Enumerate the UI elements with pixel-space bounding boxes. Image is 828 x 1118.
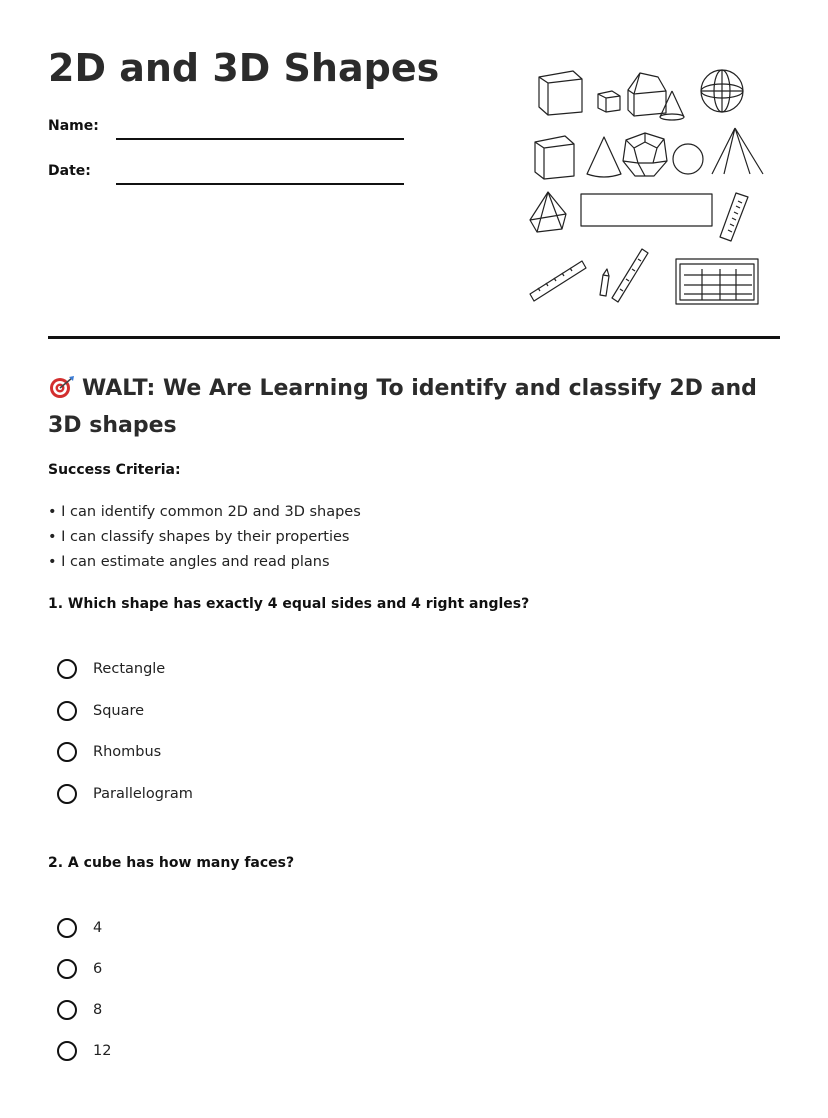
option-label: 6 xyxy=(93,961,103,977)
q2-option-8[interactable] xyxy=(57,997,102,1023)
option-label: 12 xyxy=(93,1043,112,1059)
question-1-prompt: 1. Which shape has exactly 4 equal sides and 4 right angles? xyxy=(48,596,530,612)
pencil-icon xyxy=(600,269,609,296)
pyramid-shape xyxy=(530,192,566,232)
cone-shape-2 xyxy=(712,128,763,174)
success-criteria-heading: Success Criteria: xyxy=(48,462,181,478)
cone-shape xyxy=(660,91,684,120)
ruler-icon-3 xyxy=(612,249,648,302)
ruler-icon-2 xyxy=(530,261,586,301)
date-label: Date: xyxy=(48,163,91,179)
dodecahedron-shape xyxy=(623,133,667,176)
q1-option-rhombus[interactable] xyxy=(57,739,161,765)
triangle-shape xyxy=(587,137,621,177)
q1-option-square[interactable] xyxy=(57,698,144,724)
rectangle-shape xyxy=(581,194,712,226)
option-label: Rhombus xyxy=(93,744,162,760)
walt-heading xyxy=(48,370,768,444)
criteria-item: • I can classify shapes by their properties xyxy=(48,525,361,550)
radio-button[interactable] xyxy=(57,742,77,762)
radio-button[interactable] xyxy=(57,1000,77,1020)
q2-option-6[interactable] xyxy=(57,956,102,982)
target-icon xyxy=(48,375,76,399)
floor-plan-icon xyxy=(676,259,758,304)
house-prism-shape xyxy=(628,73,666,116)
radio-button[interactable] xyxy=(57,918,77,938)
section-divider xyxy=(48,336,780,339)
q2-option-12[interactable] xyxy=(57,1038,111,1064)
name-field[interactable] xyxy=(116,138,404,140)
name-label: Name: xyxy=(48,118,99,134)
circle-shape xyxy=(673,144,703,174)
sphere-shape xyxy=(701,70,743,112)
cube-shape xyxy=(539,71,582,115)
radio-button[interactable] xyxy=(57,1041,77,1061)
date-field[interactable] xyxy=(116,183,404,185)
question-2-prompt: 2. A cube has how many faces? xyxy=(48,855,295,871)
q1-option-rectangle[interactable] xyxy=(57,656,165,682)
cube-shape-2 xyxy=(535,136,574,179)
q1-option-parallelogram[interactable] xyxy=(57,781,193,807)
option-label: 8 xyxy=(93,1002,103,1018)
criteria-item: • I can identify common 2D and 3D shapes xyxy=(48,500,361,525)
shapes-illustration xyxy=(524,62,772,312)
option-label: Parallelogram xyxy=(93,786,193,802)
radio-button[interactable] xyxy=(57,701,77,721)
option-label: Square xyxy=(93,703,145,719)
option-label: 4 xyxy=(93,920,103,936)
ruler-icon xyxy=(720,193,748,241)
radio-button[interactable] xyxy=(57,784,77,804)
option-label: Rectangle xyxy=(93,661,166,677)
success-criteria-list xyxy=(48,500,361,575)
page-title: 2D and 3D Shapes xyxy=(48,46,440,90)
q2-option-4[interactable] xyxy=(57,915,102,941)
radio-button[interactable] xyxy=(57,659,77,679)
small-cube-shape xyxy=(598,91,620,112)
radio-button[interactable] xyxy=(57,959,77,979)
criteria-item: • I can estimate angles and read plans xyxy=(48,550,361,575)
walt-text: WALT: We Are Learning To identify and classify 2D and 3D shapes xyxy=(48,376,757,438)
